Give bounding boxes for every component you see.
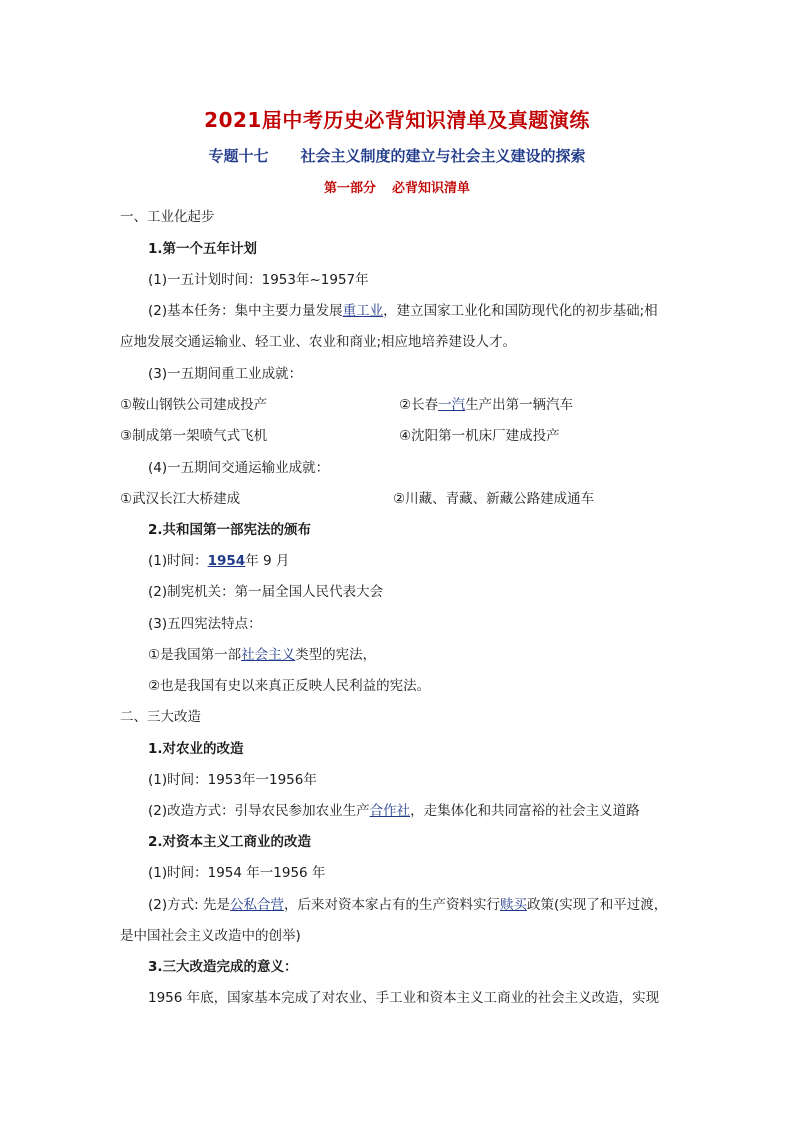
achievement-tibet-roads: ②川藏、青藏、新藏公路建成通车 [393, 491, 595, 507]
item-basic-task [148, 302, 658, 320]
faw-link[interactable]: 一汽 [438, 397, 466, 413]
item-commerce-method [148, 896, 667, 914]
basic-task-text-cont: ，建立国家工业化和国防现代化的初步基础;相 [383, 303, 658, 319]
achievement-changchun [399, 396, 573, 414]
item-heavy-industry-achievements: (3)一五期间重工业成就： [148, 366, 303, 382]
heading-industrialization: 一、工业化起步 [120, 209, 215, 225]
item-constitution-body: (2)制宪机关：第一届全国人民代表大会 [148, 584, 384, 600]
item-plan-time: (1)一五计划时间：1953年~1957年 [148, 272, 369, 288]
basic-task-text: (2)基本任务：集中主要力量发展 [148, 303, 343, 319]
feature-socialist-text-cont: 类型的宪法， [295, 647, 377, 663]
achievement-wuhan-bridge: ①武汉长江大桥建成 [120, 491, 241, 507]
topic-subtitle [0, 145, 794, 166]
item-agriculture-time: (1)时间：1953年一1956年 [148, 772, 317, 788]
achievement-anshan: ①鞍山钢铁公司建成投产 [120, 397, 268, 413]
agriculture-method-text-cont: ，走集体化和共同富裕的社会主义道路 [410, 803, 640, 819]
commerce-method-text: (2)方式: 先是 [148, 897, 230, 913]
heading-three-transformations: 二、三大改造 [120, 709, 201, 725]
topic-number: 专题十七 [208, 147, 269, 165]
item-basic-task-wrap: 应地发展交通运输业、轻工业、农业和商业;相应地培养建设人才。 [120, 334, 517, 350]
item-agriculture-method [148, 802, 640, 820]
feature-socialist [148, 646, 376, 664]
item-constitution-time [148, 552, 289, 570]
item-commerce: 2.对资本主义工商业的改造 [148, 834, 312, 850]
commerce-method-text-cont: 政策(实现了和平过渡， [526, 897, 668, 913]
achievement-changchun-text: ②长春 [399, 397, 439, 413]
document-title: 2021届中考历史必背知识清单及真题演练 [204, 108, 590, 132]
feature-people: ②也是我国有史以来真正反映人民利益的宪法。 [148, 678, 431, 694]
heavy-industry-link[interactable]: 重工业 [342, 303, 384, 319]
item-constitution: 2.共和国第一部宪法的颁布 [148, 522, 312, 538]
joint-ownership-link[interactable]: 公私合营 [229, 897, 284, 913]
constitution-time-label: (1)时间： [148, 553, 208, 569]
cooperative-link[interactable]: 合作社 [369, 803, 411, 819]
item-agriculture: 1.对农业的改造 [148, 741, 244, 757]
achievement-jet: ③制成第一架喷气式飞机 [120, 428, 268, 444]
item-significance: 3.三大改造完成的意义： [148, 959, 298, 975]
part-number: 第一部分 [323, 181, 376, 196]
achievement-shenyang: ④沈阳第一机床厂建成投产 [399, 428, 560, 444]
part-heading [0, 177, 794, 196]
achievement-changchun-text-cont: 生产出第一辆汽车 [465, 397, 574, 413]
item-commerce-method-wrap: 是中国社会主义改造中的创举) [120, 928, 301, 944]
agriculture-method-text: (2)改造方式：引导农民参加农业生产 [148, 803, 370, 819]
commerce-method-text-mid: ，后来对资本家占有的生产资料实行 [283, 897, 500, 913]
significance-text: 1956 年底，国家基本完成了对农业、手工业和资本主义工商业的社会主义改造，实现 [148, 990, 660, 1006]
part-name: 必背知识清单 [392, 181, 471, 196]
year-1954-link[interactable]: 1954 [207, 553, 246, 569]
socialism-link[interactable]: 社会主义 [241, 647, 296, 663]
item-commerce-time: (1)时间：1954 年一1956 年 [148, 865, 326, 881]
item-constitution-features: (3)五四宪法特点： [148, 616, 262, 632]
feature-socialist-text: ①是我国第一部 [148, 647, 242, 663]
constitution-time-month: 年 9 月 [245, 553, 290, 569]
redemption-link[interactable]: 赎买 [499, 897, 527, 913]
item-five-year-plan: 1.第一个五年计划 [148, 241, 258, 257]
topic-name: 社会主义制度的建立与社会主义建设的探索 [300, 147, 586, 165]
item-transport-achievements: (4)一五期间交通运输业成就： [148, 460, 330, 476]
